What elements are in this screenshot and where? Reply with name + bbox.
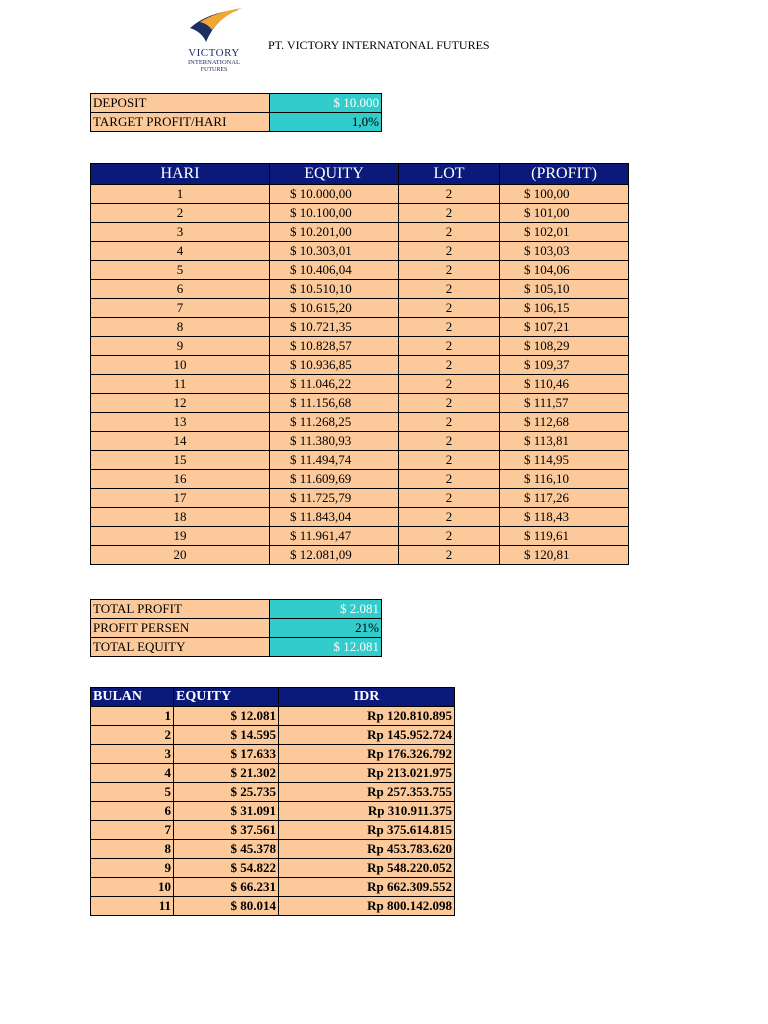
- cell-bulan[interactable]: 11: [91, 897, 174, 916]
- cell-idr[interactable]: Rp 145.952.724: [279, 726, 455, 745]
- table-row: [91, 489, 629, 508]
- cell-equity[interactable]: $ 12.081,09: [270, 546, 399, 565]
- cell-lot[interactable]: 2: [399, 432, 500, 451]
- table-row: [91, 375, 629, 394]
- cell-hari[interactable]: 9: [91, 337, 270, 356]
- cell-profit[interactable]: $ 110,46: [500, 375, 629, 394]
- cell-equity[interactable]: $ 25.735: [174, 783, 279, 802]
- deposit-summary-table: [90, 93, 382, 132]
- cell-hari[interactable]: 3: [91, 223, 270, 242]
- cell-equity[interactable]: $ 10.615,20: [270, 299, 399, 318]
- cell-lot[interactable]: 2: [399, 508, 500, 527]
- cell-lot[interactable]: 2: [399, 280, 500, 299]
- cell-profit[interactable]: $ 105,10: [500, 280, 629, 299]
- cell-hari[interactable]: 2: [91, 204, 270, 223]
- table-row: [91, 840, 455, 859]
- profit-persen-label: PROFIT PERSEN: [91, 619, 270, 638]
- header-hari: HARI: [91, 164, 270, 185]
- table-row: [91, 299, 629, 318]
- cell-hari[interactable]: 12: [91, 394, 270, 413]
- cell-lot[interactable]: 2: [399, 375, 500, 394]
- cell-bulan[interactable]: 6: [91, 802, 174, 821]
- table-row: [91, 764, 455, 783]
- victory-swoosh-icon: [186, 8, 244, 46]
- target-profit-value[interactable]: 1,0%: [270, 113, 382, 132]
- profit-persen-value[interactable]: 21%: [270, 619, 382, 638]
- cell-lot[interactable]: 2: [399, 394, 500, 413]
- header-idr: IDR: [279, 688, 455, 707]
- cell-idr[interactable]: Rp 213.021.975: [279, 764, 455, 783]
- cell-equity[interactable]: $ 11.609,69: [270, 470, 399, 489]
- total-profit-value[interactable]: $ 2.081: [270, 600, 382, 619]
- cell-bulan[interactable]: 9: [91, 859, 174, 878]
- cell-profit[interactable]: $ 103,03: [500, 242, 629, 261]
- cell-hari[interactable]: 13: [91, 413, 270, 432]
- cell-profit[interactable]: $ 119,61: [500, 527, 629, 546]
- cell-hari[interactable]: 10: [91, 356, 270, 375]
- table-row: [91, 508, 629, 527]
- cell-bulan[interactable]: 5: [91, 783, 174, 802]
- cell-profit[interactable]: $ 102,01: [500, 223, 629, 242]
- cell-lot[interactable]: 2: [399, 451, 500, 470]
- cell-equity[interactable]: $ 11.725,79: [270, 489, 399, 508]
- cell-equity[interactable]: $ 12.081: [174, 707, 279, 726]
- table-header-row: [91, 164, 629, 185]
- table-row: [91, 432, 629, 451]
- cell-profit[interactable]: $ 114,95: [500, 451, 629, 470]
- cell-bulan[interactable]: 3: [91, 745, 174, 764]
- cell-equity[interactable]: $ 31.091: [174, 802, 279, 821]
- cell-idr[interactable]: Rp 120.810.895: [279, 707, 455, 726]
- header-equity: EQUITY: [174, 688, 279, 707]
- table-row: [91, 356, 629, 375]
- cell-profit[interactable]: $ 106,15: [500, 299, 629, 318]
- cell-lot[interactable]: 2: [399, 261, 500, 280]
- cell-equity[interactable]: $ 80.014: [174, 897, 279, 916]
- table-row: [91, 337, 629, 356]
- cell-equity[interactable]: $ 11.046,22: [270, 375, 399, 394]
- cell-hari[interactable]: 11: [91, 375, 270, 394]
- deposit-value[interactable]: $ 10.000: [270, 94, 382, 113]
- cell-profit[interactable]: $ 113,81: [500, 432, 629, 451]
- cell-lot[interactable]: 2: [399, 470, 500, 489]
- table-row: [91, 638, 382, 657]
- cell-lot[interactable]: 2: [399, 223, 500, 242]
- cell-equity[interactable]: $ 21.302: [174, 764, 279, 783]
- cell-bulan[interactable]: 7: [91, 821, 174, 840]
- header-equity: EQUITY: [270, 164, 399, 185]
- cell-profit[interactable]: $ 104,06: [500, 261, 629, 280]
- monthly-equity-table: [90, 687, 455, 916]
- cell-idr[interactable]: Rp 257.353.755: [279, 783, 455, 802]
- cell-equity[interactable]: $ 10.828,57: [270, 337, 399, 356]
- cell-equity[interactable]: $ 10.100,00: [270, 204, 399, 223]
- cell-equity[interactable]: $ 17.633: [174, 745, 279, 764]
- cell-hari[interactable]: 20: [91, 546, 270, 565]
- deposit-label: DEPOSIT: [91, 94, 270, 113]
- header-lot: LOT: [399, 164, 500, 185]
- table-row: [91, 802, 455, 821]
- cell-equity[interactable]: $ 10.936,85: [270, 356, 399, 375]
- cell-lot[interactable]: 2: [399, 242, 500, 261]
- cell-idr[interactable]: Rp 453.783.620: [279, 840, 455, 859]
- cell-profit[interactable]: $ 116,10: [500, 470, 629, 489]
- table-row: [91, 859, 455, 878]
- logo-line-1: VICTORY: [188, 47, 240, 59]
- cell-idr[interactable]: Rp 662.309.552: [279, 878, 455, 897]
- cell-hari[interactable]: 4: [91, 242, 270, 261]
- cell-lot[interactable]: 2: [399, 546, 500, 565]
- cell-equity[interactable]: $ 37.561: [174, 821, 279, 840]
- cell-hari[interactable]: 16: [91, 470, 270, 489]
- table-row: [91, 204, 629, 223]
- cell-lot[interactable]: 2: [399, 356, 500, 375]
- cell-profit[interactable]: $ 117,26: [500, 489, 629, 508]
- cell-hari[interactable]: 1: [91, 185, 270, 204]
- total-profit-label: TOTAL PROFIT: [91, 600, 270, 619]
- cell-profit[interactable]: $ 100,00: [500, 185, 629, 204]
- cell-lot[interactable]: 2: [399, 185, 500, 204]
- company-name: PT. VICTORY INTERNATONAL FUTURES: [268, 38, 490, 52]
- total-summary-table: [90, 599, 382, 657]
- cell-equity[interactable]: $ 10.510,10: [270, 280, 399, 299]
- table-row: [91, 783, 455, 802]
- table-row: [91, 223, 629, 242]
- cell-equity[interactable]: $ 11.494,74: [270, 451, 399, 470]
- cell-bulan[interactable]: 4: [91, 764, 174, 783]
- cell-lot[interactable]: 2: [399, 489, 500, 508]
- cell-idr[interactable]: Rp 310.911.375: [279, 802, 455, 821]
- cell-hari[interactable]: 15: [91, 451, 270, 470]
- cell-hari[interactable]: 17: [91, 489, 270, 508]
- cell-equity[interactable]: $ 11.961,47: [270, 527, 399, 546]
- cell-bulan[interactable]: 10: [91, 878, 174, 897]
- logo-line-3: FUTURES: [200, 67, 228, 73]
- cell-profit[interactable]: $ 112,68: [500, 413, 629, 432]
- table-row: [91, 94, 382, 113]
- cell-lot[interactable]: 2: [399, 318, 500, 337]
- header-profit: (PROFIT): [500, 164, 629, 185]
- table-header-row: [91, 688, 455, 707]
- table-row: [91, 707, 455, 726]
- cell-lot[interactable]: 2: [399, 413, 500, 432]
- cell-equity[interactable]: $ 11.380,93: [270, 432, 399, 451]
- cell-idr[interactable]: Rp 176.326.792: [279, 745, 455, 764]
- cell-profit[interactable]: $ 101,00: [500, 204, 629, 223]
- cell-equity[interactable]: $ 54.822: [174, 859, 279, 878]
- table-row: [91, 878, 455, 897]
- table-row: [91, 897, 455, 916]
- table-row: [91, 527, 629, 546]
- table-row: [91, 600, 382, 619]
- cell-hari[interactable]: 5: [91, 261, 270, 280]
- cell-bulan[interactable]: 1: [91, 707, 174, 726]
- cell-equity[interactable]: $ 11.843,04: [270, 508, 399, 527]
- cell-equity[interactable]: $ 10.201,00: [270, 223, 399, 242]
- table-row: [91, 318, 629, 337]
- table-row: [91, 451, 629, 470]
- table-row: [91, 726, 455, 745]
- table-row: [91, 413, 629, 432]
- target-profit-label: TARGET PROFIT/HARI: [91, 113, 270, 132]
- cell-lot[interactable]: 2: [399, 299, 500, 318]
- cell-lot[interactable]: 2: [399, 204, 500, 223]
- cell-profit[interactable]: $ 108,29: [500, 337, 629, 356]
- cell-hari[interactable]: 14: [91, 432, 270, 451]
- cell-equity[interactable]: $ 10.303,01: [270, 242, 399, 261]
- company-logo: [178, 8, 254, 76]
- cell-idr[interactable]: Rp 800.142.098: [279, 897, 455, 916]
- cell-equity[interactable]: $ 10.000,00: [270, 185, 399, 204]
- cell-equity[interactable]: $ 11.156,68: [270, 394, 399, 413]
- cell-lot[interactable]: 2: [399, 337, 500, 356]
- cell-hari[interactable]: 18: [91, 508, 270, 527]
- cell-bulan[interactable]: 2: [91, 726, 174, 745]
- table-row: [91, 242, 629, 261]
- total-equity-value[interactable]: $ 12.081: [270, 638, 382, 657]
- cell-lot[interactable]: 2: [399, 527, 500, 546]
- table-row: [91, 546, 629, 565]
- cell-profit[interactable]: $ 118,43: [500, 508, 629, 527]
- cell-profit[interactable]: $ 120,81: [500, 546, 629, 565]
- table-row: [91, 821, 455, 840]
- cell-hari[interactable]: 7: [91, 299, 270, 318]
- table-row: [91, 113, 382, 132]
- cell-equity[interactable]: $ 11.268,25: [270, 413, 399, 432]
- logo-line-2: INTERNATIONAL: [188, 59, 240, 66]
- table-row: [91, 394, 629, 413]
- cell-equity[interactable]: $ 10.721,35: [270, 318, 399, 337]
- daily-profit-table: [90, 163, 629, 565]
- table-row: [91, 280, 629, 299]
- table-row: [91, 745, 455, 764]
- table-row: [91, 470, 629, 489]
- cell-hari[interactable]: 6: [91, 280, 270, 299]
- cell-hari[interactable]: 19: [91, 527, 270, 546]
- total-equity-label: TOTAL EQUITY: [91, 638, 270, 657]
- cell-profit[interactable]: $ 109,37: [500, 356, 629, 375]
- cell-hari[interactable]: 8: [91, 318, 270, 337]
- cell-equity[interactable]: $ 45.378: [174, 840, 279, 859]
- cell-profit[interactable]: $ 107,21: [500, 318, 629, 337]
- cell-equity[interactable]: $ 10.406,04: [270, 261, 399, 280]
- cell-idr[interactable]: Rp 375.614.815: [279, 821, 455, 840]
- cell-equity[interactable]: $ 14.595: [174, 726, 279, 745]
- table-row: [91, 619, 382, 638]
- table-row: [91, 185, 629, 204]
- cell-profit[interactable]: $ 111,57: [500, 394, 629, 413]
- header-bulan: BULAN: [91, 688, 174, 707]
- cell-idr[interactable]: Rp 548.220.052: [279, 859, 455, 878]
- cell-equity[interactable]: $ 66.231: [174, 878, 279, 897]
- cell-bulan[interactable]: 8: [91, 840, 174, 859]
- table-row: [91, 261, 629, 280]
